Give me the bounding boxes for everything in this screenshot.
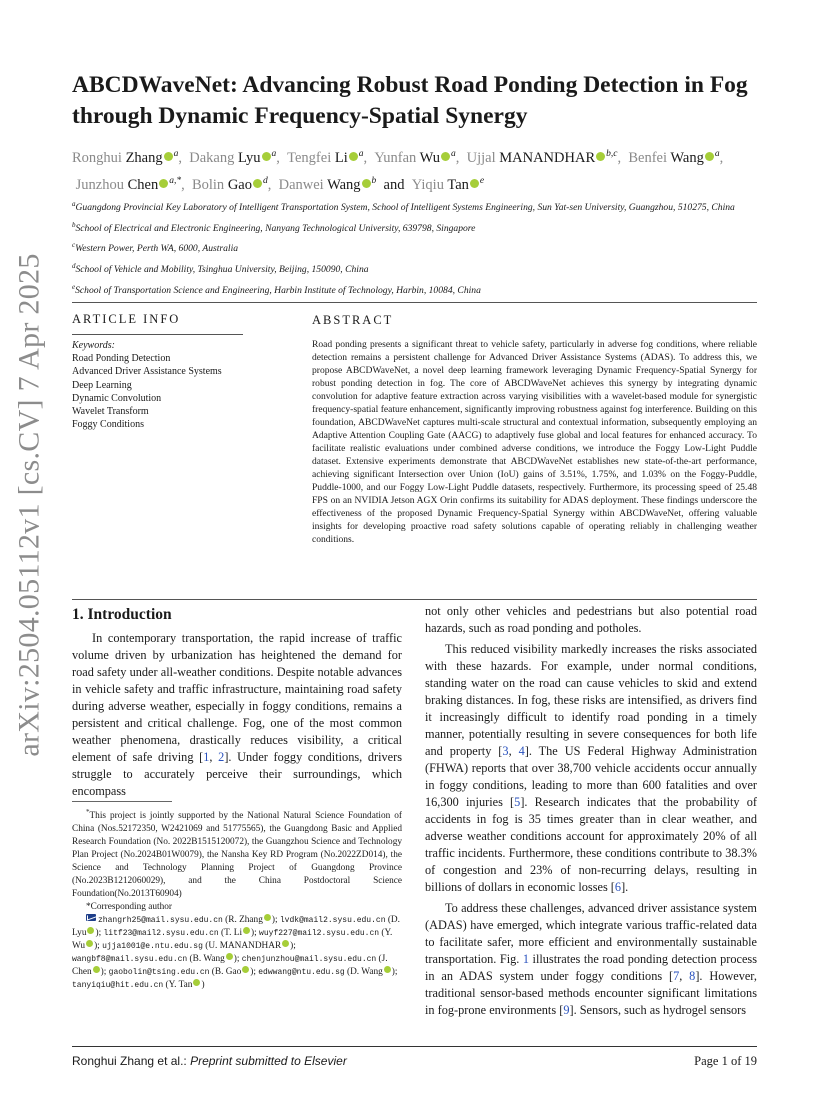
abstract-heading: ABSTRACT bbox=[312, 313, 394, 327]
intro-paragraph-1: In contemporary transportation, the rapid increase of traffic volume driven by urbanization has heightened the demand for road safety under all-weather conditions. Despite notable advances in vehicle safety and traffic infrastructure, maintaining road safety during adverse weather, especially in foggy conditions, remains a persistent and critical challenge. Fog, one of the most common weather phenomena, drastically reduces visibility, a critical element of safe driving [1, 2]. Under foggy conditions, drivers struggle to accurately perceive their surroundings, which encompass bbox=[72, 631, 403, 798]
email-separator: ); bbox=[233, 954, 242, 965]
citation-link[interactable]: 1 bbox=[203, 750, 210, 764]
email-owner: (D. Lyu bbox=[72, 915, 400, 939]
author-affiliation-mark: a bbox=[358, 149, 364, 159]
introduction-heading: 1. Introduction bbox=[72, 606, 172, 623]
left-column bbox=[72, 630, 402, 800]
keywords-label: Keywords: bbox=[72, 340, 115, 351]
email-link[interactable]: lvdk@mail2.sysu.edu.cn bbox=[279, 916, 386, 926]
email-separator: ); bbox=[251, 928, 260, 939]
author-given-name: Ujjal bbox=[466, 149, 496, 166]
email-separator: ); bbox=[250, 967, 259, 978]
orcid-icon[interactable] bbox=[282, 940, 289, 947]
corresponding-author-note: *Corresponding author bbox=[86, 902, 172, 913]
author-surname: Wang bbox=[327, 176, 361, 193]
intro-paragraph-continued: not only other vehicles and pedestrians but also potential road hazards, such as road ponding and potholes. bbox=[425, 604, 757, 635]
author bbox=[279, 177, 377, 193]
email-link[interactable]: edwwang@ntu.edu.sg bbox=[258, 968, 345, 978]
page-number: Page 1 of 19 bbox=[694, 1054, 757, 1068]
keyword: Dynamic Convolution bbox=[72, 392, 162, 404]
author-given-name: Tengfei bbox=[287, 149, 332, 166]
email-separator: ); bbox=[100, 967, 109, 978]
right-column bbox=[425, 603, 757, 1019]
orcid-icon[interactable] bbox=[87, 927, 94, 934]
email-owner: (B. Gao bbox=[211, 967, 242, 978]
author bbox=[374, 150, 455, 166]
affiliation-text: School of Vehicle and Mobility, Tsinghua University, Beijing, 150090, China bbox=[75, 264, 369, 276]
affiliation bbox=[72, 281, 762, 297]
citation-link[interactable]: 5 bbox=[514, 795, 521, 809]
affiliation-mark: c bbox=[72, 241, 76, 250]
author-surname: Lyu bbox=[237, 149, 261, 166]
email-link[interactable]: wuyf227@mail2.sysu.edu.cn bbox=[259, 929, 380, 939]
footer-citation: Ronghui Zhang et al.: Preprint submitted to Elsevier bbox=[72, 1054, 347, 1068]
author-given-name: Ronghui bbox=[72, 149, 122, 166]
figure-link[interactable]: 1 bbox=[522, 952, 530, 966]
abstract-text: Road ponding presents a significant threat to vehicle safety, particularly in adverse fog conditions, where reliable detection remains a persistent challenge for Advanced Driver Assistance Systems (ADAS). To address this, we propose ABCDWaveNet, a novel deep learning framework leveraging Dynamic Frequency-Spatial Synergy for robust ponding detection in fog. The core of ABCDWaveNet achieves this synergy by integrating dynamic convolution for adaptive feature extraction across varying visibilities with a wavelet-based module for synergistic frequency-spatial feature enhancement, significantly improving robustness against fog interference. Building on this foundation, ABCDWaveNet captures multi-scale structural and contextual information, subsequently employing an Adaptive Attention Coupling Gate (AACG) to adaptively fuse global and local features for enhanced accuracy. To facilitate realistic evaluations under combined adverse conditions, we introduce the Foggy Low-Light Puddle dataset. Extensive experiments demonstrate that ABCDWaveNet establishes new state-of-the-art performance, achieving significant Intersection over Union (IoU) gains of 3.51%, 1.75%, and 1.03% on the Foggy-Puddle, Puddle-1000, and our Foggy Low-Light Puddle datasets, respectively. Furthermore, its processing speed of 25.48 FPS on an NVIDIA Jetson AGX Orin confirms its suitability for ADAS deployment. These findings underscore the effectiveness of the proposed Dynamic Frequency-Spatial Synergy within ABCDWaveNet, offering valuable insights for developing proactive road safety solutions capable of operating reliably in challenging weather conditions. bbox=[312, 339, 757, 545]
citation-link[interactable]: 8 bbox=[689, 969, 696, 983]
keywords-list bbox=[72, 352, 292, 431]
orcid-icon[interactable] bbox=[362, 179, 371, 188]
footnotes bbox=[72, 806, 402, 992]
keyword: Road Ponding Detection bbox=[72, 353, 171, 365]
arxiv-identifier bbox=[8, 253, 52, 757]
author bbox=[72, 150, 178, 166]
affiliation-text: Western Power, Perth WA, 6000, Australia bbox=[75, 243, 239, 255]
orcid-icon[interactable] bbox=[264, 914, 271, 921]
author-given-name: Dakang bbox=[189, 149, 235, 166]
orcid-icon[interactable] bbox=[705, 152, 714, 161]
orcid-icon[interactable] bbox=[384, 966, 391, 973]
citation-link[interactable]: 2 bbox=[218, 750, 225, 764]
author-surname: Wang bbox=[670, 149, 704, 166]
orcid-icon[interactable] bbox=[470, 179, 479, 188]
author bbox=[412, 177, 484, 193]
author-affiliation-mark: a bbox=[271, 149, 277, 159]
orcid-icon[interactable] bbox=[243, 927, 250, 934]
email-separator: ); bbox=[94, 941, 103, 952]
email-separator: ); bbox=[271, 915, 280, 926]
orcid-icon[interactable] bbox=[86, 940, 93, 947]
author bbox=[189, 150, 276, 166]
author-given-name: Junzhou bbox=[75, 176, 124, 193]
abstract-divider bbox=[72, 599, 757, 600]
orcid-icon[interactable] bbox=[596, 152, 605, 161]
affiliation-text: Guangdong Provincial Key Laboratory of Intelligent Transportation System, School of Intelligent Systems Engineering, Sun Yat-sen University, Guangzhou, 510275, China bbox=[75, 202, 735, 214]
email-link[interactable]: wangbf8@mail.sysu.edu.cn bbox=[72, 955, 188, 965]
author-affiliation-mark: d bbox=[262, 175, 268, 186]
author-affiliation-mark: e bbox=[479, 175, 485, 186]
author-affiliation-mark: a,* bbox=[169, 175, 182, 186]
email-owner: (R. Zhang bbox=[225, 915, 263, 926]
author-given-name: Benfei bbox=[628, 149, 667, 166]
author-surname: Gao bbox=[227, 176, 252, 193]
email-list bbox=[72, 914, 402, 992]
footer-divider bbox=[72, 1046, 757, 1047]
affiliation-list bbox=[72, 198, 762, 301]
article-info-underline bbox=[72, 334, 243, 335]
author-surname: Wu bbox=[419, 149, 440, 166]
keyword: Advanced Driver Assistance Systems bbox=[72, 366, 222, 378]
email-owner: (Y. Tan bbox=[165, 980, 193, 991]
email-owner: (J. Chen bbox=[72, 954, 388, 978]
orcid-icon[interactable] bbox=[242, 966, 249, 973]
affiliation-mark: a bbox=[72, 200, 76, 208]
orcid-icon[interactable] bbox=[441, 152, 450, 161]
affiliation bbox=[72, 239, 762, 255]
citation-link[interactable]: 4 bbox=[518, 744, 525, 758]
author-affiliation-mark: a bbox=[714, 149, 720, 159]
affiliation-mark: d bbox=[72, 262, 76, 271]
email-owner: (B. Wang bbox=[189, 954, 225, 965]
intro-paragraph-3: To address these challenges, advanced driver assistance system (ADAS) have emerged, which integrate various traffic-related data to facilitate safer, more efficient and environmentally sustainable transportation. Fig. 1 illustrates the road ponding detection process in an ADAS system under foggy conditions [7, 8]. However, traditional sensor-based methods encounter significant limitations in fog-prone environments [9]. Sensors, such as hydrogel sensors bbox=[425, 901, 757, 1017]
email-separator: ) bbox=[201, 980, 205, 991]
author-surname: MANANDHAR bbox=[499, 149, 596, 166]
affiliation-text: School of Electrical and Electronic Engineering, Nanyang Technological University, 639798, Singapore bbox=[75, 222, 476, 234]
orcid-icon[interactable] bbox=[159, 179, 168, 188]
citation-link[interactable]: 7 bbox=[673, 969, 680, 983]
email-link[interactable]: ujja1001@e.ntu.edu.sg bbox=[102, 942, 203, 952]
affiliation-text: School of Transportation Science and Engineering, Harbin Institute of Technology, Harbin, 10084, China bbox=[75, 284, 481, 296]
orcid-icon[interactable] bbox=[193, 979, 200, 986]
email-link[interactable]: chenjunzhou@mail.sysu.edu.cn bbox=[241, 955, 377, 965]
author-surname: Zhang bbox=[125, 149, 163, 166]
paper-title: ABCDWaveNet: Advancing Robust Road Ponding Detection in Fog through Dynamic Frequency-Spatial Synergy bbox=[72, 72, 748, 129]
affiliation bbox=[72, 219, 762, 235]
top-divider bbox=[72, 302, 757, 303]
author-affiliation-mark: b,c bbox=[606, 149, 618, 159]
email-link[interactable]: tanyiqiu@hit.edu.cn bbox=[72, 981, 164, 991]
email-separator: ); bbox=[95, 928, 104, 939]
orcid-icon[interactable] bbox=[164, 152, 173, 161]
author-surname: Chen bbox=[127, 176, 159, 193]
footnote-divider bbox=[72, 801, 172, 802]
author bbox=[192, 177, 268, 193]
email-separator: ); bbox=[391, 967, 398, 978]
author-affiliation-mark: b bbox=[371, 175, 377, 186]
email-link[interactable]: gaobolin@tsing.edu.cn bbox=[108, 968, 210, 978]
email-owner: (Y. Wu bbox=[72, 928, 393, 952]
email-owner: (U. MANANDHAR bbox=[205, 941, 282, 952]
article-info-heading: ARTICLE INFO bbox=[72, 312, 181, 326]
author-conjunction: and bbox=[383, 176, 405, 193]
author bbox=[628, 150, 719, 166]
citation-link[interactable]: 9 bbox=[563, 1003, 570, 1017]
author-given-name: Danwei bbox=[278, 176, 324, 193]
email-link[interactable]: litf23@mail2.sysu.edu.cn bbox=[103, 929, 219, 939]
email-owner: (T. Li bbox=[221, 928, 243, 939]
arxiv-identifier-text: arXiv:2504.05112v1 [cs.CV] 7 Apr 2025 bbox=[13, 253, 46, 757]
intro-paragraph-2: This reduced visibility markedly increases the risks associated with these hazards. For example, under normal conditions, standing water on the road can cause vehicles to skid and extend braking distances. In fog, these risks are intensified, as drivers find it increasingly difficult to identify road ponding in a timely manner, potentially resulting in severe consequences for both life and property [3, 4]. The US Federal Highway Administration (FHWA) reports that over 38,700 vehicle accidents occur annually in foggy conditions, leading to more than 600 fatalities and over 16,300 injuries [5]. Research indicates that the probability of accidents in fog is 35 times greater than in clear weather, and adverse weather conditions account for approximately 20% of all traffic incidents. Furthermore, these conditions contribute to 38.3% of congestion and 23% of non-recurring delays, resulting in billions of dollars in economic losses [6]. bbox=[425, 642, 757, 894]
keyword: Foggy Conditions bbox=[72, 419, 144, 431]
author-surname: Li bbox=[334, 149, 348, 166]
keyword: Deep Learning bbox=[72, 379, 132, 391]
author bbox=[287, 150, 363, 166]
author bbox=[76, 177, 181, 193]
citation-link[interactable]: 3 bbox=[502, 744, 509, 758]
email-link[interactable]: zhangrh25@mail.sysu.edu.cn bbox=[98, 916, 223, 926]
author-affiliation-mark: a bbox=[173, 149, 179, 159]
author-list: Ronghui Zhang $^a$, Dakang Lyu $^a$, Tengfei Li $^a$, Yunfan Wu $^a$, Ujjal MANANDHAR $^{b,c}$, Benfei Wang $^a$, Junzhou Chen $^{a,*}$, Bolin Gao $^d$, Danwei Wang $^b$ and Yiqiu Tan $^e$ bbox=[72, 149, 724, 193]
funding-footnote: *This project is jointly supported by the National Natural Science Foundation of China (Nos.52172350, W2421069 and 51775565), the Guangdong Basic and Applied Research Foundation (No. 2022B1515120072), the Guangzhou Science and Technology Plan Project (No.2024B01W0079), the Nansha Key RD Program (No.2022ZD014), the Science and Technology Planning Project of Guangdong Province (No.2023B1212060029), and the China Postdoctoral Science Foundation(No.2013T60904) bbox=[72, 808, 402, 900]
keyword: Wavelet Transform bbox=[72, 406, 149, 418]
author-given-name: Yunfan bbox=[374, 149, 417, 166]
author-surname: Tan bbox=[447, 176, 469, 193]
keywords-block bbox=[72, 339, 292, 431]
orcid-icon[interactable] bbox=[262, 152, 271, 161]
author-affiliation-mark: a bbox=[451, 149, 456, 159]
author bbox=[467, 150, 618, 166]
orcid-icon[interactable] bbox=[349, 152, 358, 161]
envelope-icon bbox=[86, 914, 96, 921]
orcid-icon[interactable] bbox=[253, 179, 262, 188]
affiliation bbox=[72, 198, 762, 214]
affiliation-mark: e bbox=[72, 282, 76, 291]
email-owner: (D. Wang bbox=[347, 967, 383, 978]
orcid-icon[interactable] bbox=[93, 966, 100, 973]
affiliation bbox=[72, 260, 762, 276]
orcid-icon[interactable] bbox=[226, 953, 233, 960]
affiliation-mark: b bbox=[72, 220, 76, 229]
citation-link[interactable]: 6 bbox=[614, 880, 622, 894]
author-given-name: Yiqiu bbox=[411, 176, 444, 193]
author-given-name: Bolin bbox=[191, 176, 225, 193]
email-separator: ); bbox=[290, 941, 296, 952]
